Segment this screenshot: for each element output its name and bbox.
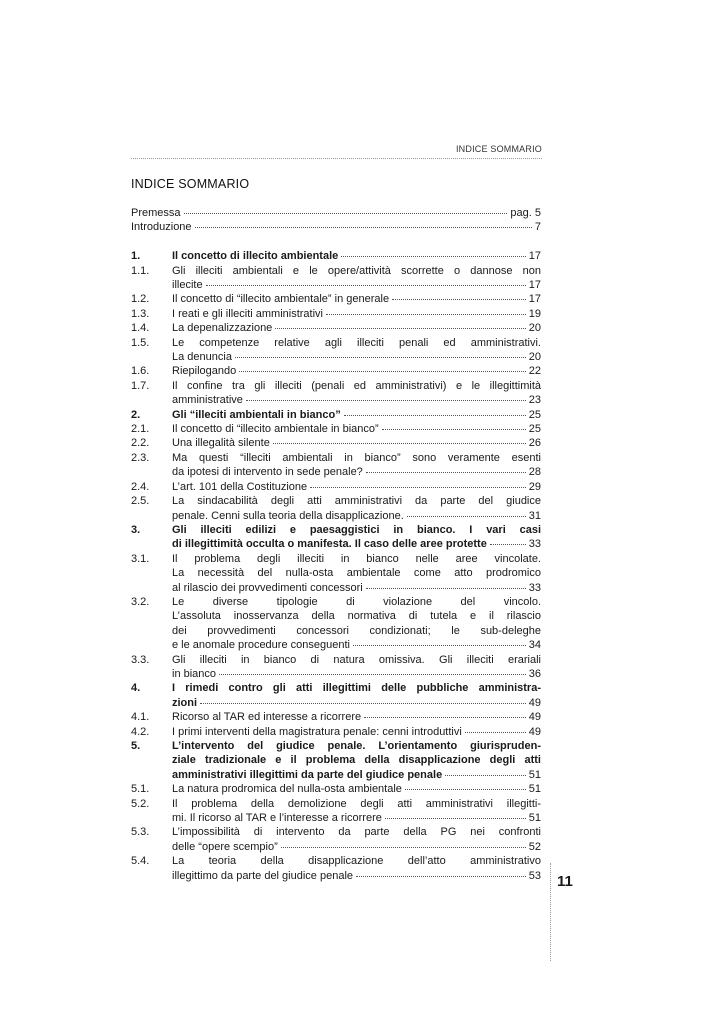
toc-entry-title-line: L’intervento del giudice penale. L’orientamento giurispruden- [172,740,541,753]
toc-entry-title [131,220,541,234]
dot-leader [219,674,526,675]
toc-entry-page: 51 [528,768,541,781]
toc-entry-title-text: La natura prodromica del nulla-osta ambientale [172,783,402,796]
toc-entry-number: 1.2. [131,293,150,306]
toc-entry-page: 49 [528,711,541,724]
toc-entry-page: 33 [528,581,541,594]
toc-entry-last-line [172,840,541,854]
toc-entry-title-line: Il problema della demolizione degli atti amministrativi illegitti- [172,797,541,810]
toc-entry-last-line [172,321,541,335]
toc-entry-title [172,854,541,883]
toc-entry-title-line: La teoria della disapplicazione dell’atto amministrativo [172,855,541,868]
side-divider [550,863,551,961]
toc-entry-number: 5. [131,740,141,753]
toc-entry-title [172,710,541,724]
toc-entry-title-line: Le competenze relative agli illeciti penali ed amministrativi. [172,336,541,349]
toc-entry [131,292,541,306]
toc-entry-title-text: Il concetto di illecito ambientale [172,250,339,263]
dot-leader [405,789,526,790]
toc-entry-title-text: Introduzione [131,221,192,234]
toc-entry [131,206,541,220]
toc-entry-page: 53 [528,869,541,882]
toc-entry-title-text: I primi interventi della magistratura penale: cenni introduttivi [172,725,462,738]
toc-entry-title [172,523,541,552]
dot-leader [445,775,526,776]
toc-entry [131,379,541,408]
toc-spacer [131,235,541,249]
toc-entry-number: 1. [131,250,141,263]
dot-leader [235,357,526,358]
page-number: 11 [557,873,573,890]
toc-entry-title-line: L’assoluta inosservanza della normativa di tutela e il rilascio [172,610,541,623]
dot-leader [195,227,532,228]
toc-entry-title-line: I rimedi contro gli atti illegittimi delle pubbliche amministra- [172,682,541,695]
dot-leader [392,299,526,300]
table-of-contents [131,206,541,883]
toc-entry-page: 51 [528,812,541,825]
toc-entry-title [172,782,541,796]
toc-entry-page: 33 [528,538,541,551]
toc-entry-last-line [172,782,541,796]
toc-entry-number: 2.3. [131,451,150,464]
toc-entry-number: 1.1. [131,264,150,277]
toc-entry-title-text: Ricorso al TAR ed interesse a ricorrere [172,711,362,724]
dot-leader [310,487,526,488]
toc-entry-title-line: Gli illeciti edilizi e paesaggistici in bianco. I vari casi [172,523,541,536]
toc-entry-number: 5.4. [131,855,150,868]
toc-entry-page: pag. 5 [510,207,541,219]
toc-entry-title-line: Il confine tra gli illeciti (penali ed amministrativi) e le illegittimità [172,379,541,392]
toc-entry-number: 5.2. [131,797,150,810]
toc-entry-title-line: Ma questi “illeciti ambientali in bianco” sono veramente esenti [172,451,541,464]
toc-entry-last-line [172,465,541,479]
toc-entry-title [172,379,541,408]
toc-entry [131,710,541,724]
toc-entry-last-line [172,292,541,306]
toc-entry-page: 26 [528,437,541,450]
dot-leader [184,213,508,214]
dot-leader [385,818,526,819]
toc-entry-title-text: Riepilogando [172,365,237,378]
toc-entry-page: 20 [528,351,541,364]
toc-entry-last-line [172,768,541,782]
toc-entry-number: 4.1. [131,711,150,724]
toc-entry [131,782,541,796]
toc-entry-last-line [172,710,541,724]
toc-entry-number: 1.3. [131,307,150,320]
page-title: INDICE SOMMARIO [131,177,250,191]
dot-leader [200,703,526,704]
toc-entry-title [172,552,541,595]
toc-entry-title-text: in bianco [172,667,217,680]
toc-entry-page: 25 [528,423,541,436]
toc-entry-last-line [172,509,541,523]
toc-entry-title [172,249,541,263]
toc-entry [131,422,541,436]
toc-entry-number: 1.4. [131,322,150,335]
toc-entry [131,653,541,682]
toc-entry-page: 31 [528,509,541,522]
toc-entry-number: 3.3. [131,653,150,666]
toc-entry-last-line [172,725,541,739]
toc-entry-title-text: penale. Cenni sulla teoria della disapplicazione. [172,509,404,522]
toc-entry-number: 2.4. [131,480,150,493]
toc-entry-title [172,825,541,854]
toc-entry-title-text: La depenalizzazione [172,322,273,335]
toc-entry-number: 2.2. [131,437,150,450]
dot-leader [344,415,526,416]
running-head: INDICE SOMMARIO [455,144,542,154]
toc-entry-page: 17 [528,279,541,292]
toc-entry [131,552,541,595]
dot-leader [366,588,526,589]
toc-entry-page: 49 [528,696,541,709]
dot-leader [353,645,526,646]
toc-entry-page: 19 [528,307,541,320]
toc-entry-last-line [172,537,541,551]
toc-entry-title-text: di illegittimità occulta o manifesta. Il caso delle aree protette [172,538,487,551]
toc-entry-last-line [172,408,541,422]
toc-entry [131,336,541,365]
toc-entry-title-text: al rilascio dei provvedimenti concessori [172,581,363,594]
toc-entry-title-text: Il concetto di “illecito ambientale” in generale [172,293,390,306]
toc-entry-number: 2. [131,408,141,421]
toc-entry-title [172,797,541,826]
toc-entry [131,451,541,480]
toc-entry [131,854,541,883]
toc-entry [131,681,541,710]
toc-entry-title [172,408,541,422]
toc-entry-last-line [172,696,541,710]
toc-entry-title [172,321,541,335]
toc-entry [131,825,541,854]
toc-entry-title [172,307,541,321]
dot-leader [246,400,526,401]
toc-entry-page: 34 [528,639,541,652]
toc-entry-page: 22 [528,365,541,378]
toc-entry-last-line [172,307,541,321]
toc-entry-title [172,480,541,494]
toc-entry-last-line [172,350,541,364]
toc-entry-title-line: Gli illeciti in bianco di natura omissiva. Gli illeciti erariali [172,653,541,666]
toc-entry [131,494,541,523]
toc-entry-title-text: Gli “illeciti ambientali in bianco” [172,408,341,421]
toc-entry-page: 25 [528,408,541,421]
toc-entry-last-line [172,638,541,652]
toc-entry-title-text: illegittimo da parte del giudice penale [172,869,354,882]
toc-entry-last-line [172,249,541,263]
toc-entry-number: 4. [131,682,141,695]
toc-entry-title-text: I reati e gli illeciti amministrativi [172,307,323,320]
toc-entry-last-line [172,667,541,681]
toc-entry [131,739,541,782]
dot-leader [341,256,525,257]
toc-entry-title-line: dei provvedimenti concessori condizionati; le sub-deleghe [172,624,541,637]
toc-entry-title-line: Gli illeciti ambientali e le opere/attività scorrette o dannose non [172,264,541,277]
dot-leader [407,516,526,517]
dot-leader [326,314,526,315]
toc-entry-number: 4.2. [131,725,150,738]
dot-leader [382,429,526,430]
toc-entry-page: 51 [528,783,541,796]
header-divider [131,158,542,159]
toc-entry-title-line: Le diverse tipologie di violazione del vincolo. [172,595,541,608]
toc-entry-title [172,653,541,682]
toc-entry-title-text: delle “opere scempio” [172,840,278,853]
toc-entry [131,264,541,293]
toc-entry-title [172,681,541,710]
toc-entry-page: 28 [528,466,541,479]
toc-entry-title-line: La sindacabilità degli atti amministrativi da parte del giudice [172,495,541,508]
toc-entry-title-text: mi. Il ricorso al TAR e l’interesse a ricorrere [172,812,382,825]
toc-entry-title [172,725,541,739]
dot-leader [356,876,526,877]
toc-entry-number: 3.1. [131,552,150,565]
dot-leader [364,717,526,718]
toc-entry [131,725,541,739]
toc-entry-number: 5.3. [131,826,150,839]
dot-leader [366,472,526,473]
toc-entry-last-line [172,811,541,825]
toc-entry [131,249,541,263]
toc-entry-last-line [172,422,541,436]
toc-entry-title [172,336,541,365]
toc-entry-title-text: amministrativi illegittimi da parte del giudice penale [172,768,443,781]
toc-entry-page: 36 [528,667,541,680]
toc-entry-number: 5.1. [131,783,150,796]
toc-entry-title-text: zioni [172,696,198,709]
toc-entry [131,307,541,321]
dot-leader [239,371,526,372]
dot-leader [465,732,526,733]
toc-entry [131,797,541,826]
toc-entry-title [172,595,541,653]
toc-entry-title [172,292,541,306]
toc-entry-number: 1.6. [131,365,150,378]
toc-entry-title [172,422,541,436]
toc-entry-title-line: ziale tradizionale e il problema della disapplicazione degli atti [172,754,541,767]
dot-leader [281,847,526,848]
dot-leader [273,443,526,444]
toc-entry-title-text: amministrative [172,394,243,407]
toc-entry-number: 2.5. [131,495,150,508]
dot-leader [490,544,526,545]
toc-entry-number: 1.7. [131,379,150,392]
toc-entry-title-line: Il problema degli illeciti in bianco nelle aree vincolate. [172,552,541,565]
toc-entry-last-line [172,436,541,450]
toc-entry-title [172,494,541,523]
toc-entry-page: 29 [528,480,541,493]
toc-entry-last-line [172,869,541,883]
toc-entry-title [172,451,541,480]
toc-entry-page: 17 [528,250,541,263]
toc-entry [131,436,541,450]
toc-entry-page: 7 [534,221,541,234]
dot-leader [206,285,526,286]
toc-entry-title-line: La necessità del nulla-osta ambientale come atto prodromico [172,567,541,580]
toc-entry-last-line [172,278,541,292]
toc-entry-title-text: Una illegalità silente [172,437,270,450]
dot-leader [275,328,525,329]
toc-entry [131,364,541,378]
toc-entry-page: 20 [528,322,541,335]
toc-entry-number: 2.1. [131,423,150,436]
toc-entry-last-line [172,480,541,494]
toc-entry-title [172,739,541,782]
toc-entry-page: 23 [528,394,541,407]
toc-entry-last-line [172,581,541,595]
toc-entry-title-text: Il concetto di “illecito ambientale in bianco” [172,423,379,436]
toc-entry-title [172,264,541,293]
toc-entry-title-text: Premessa [131,207,181,219]
toc-entry-last-line [131,220,541,234]
toc-entry-page: 17 [528,293,541,306]
toc-entry-number: 3.2. [131,595,150,608]
toc-entry-title [131,206,541,220]
toc-entry-title-text: e le anomale procedure conseguenti [172,639,350,652]
toc-entry [131,408,541,422]
toc-entry-last-line [172,393,541,407]
toc-entry-last-line [131,206,541,220]
toc-entry-number: 1.5. [131,336,150,349]
toc-entry-title [172,364,541,378]
toc-entry [131,595,541,653]
toc-entry [131,480,541,494]
toc-entry-number: 3. [131,523,141,536]
toc-entry-title-text: da ipotesi di intervento in sede penale? [172,466,363,479]
toc-entry-title-line: L’impossibilità di intervento da parte della PG nei confronti [172,826,541,839]
toc-entry-title-text: L’art. 101 della Costituzione [172,480,308,493]
toc-entry-last-line [172,364,541,378]
toc-entry-title-text: La denuncia [172,351,232,364]
toc-entry-title [172,436,541,450]
toc-entry-title-text: illecite [172,279,203,292]
toc-entry [131,321,541,335]
toc-entry [131,220,541,234]
toc-entry-page: 52 [528,840,541,853]
toc-entry-page: 49 [528,725,541,738]
toc-entry [131,523,541,552]
